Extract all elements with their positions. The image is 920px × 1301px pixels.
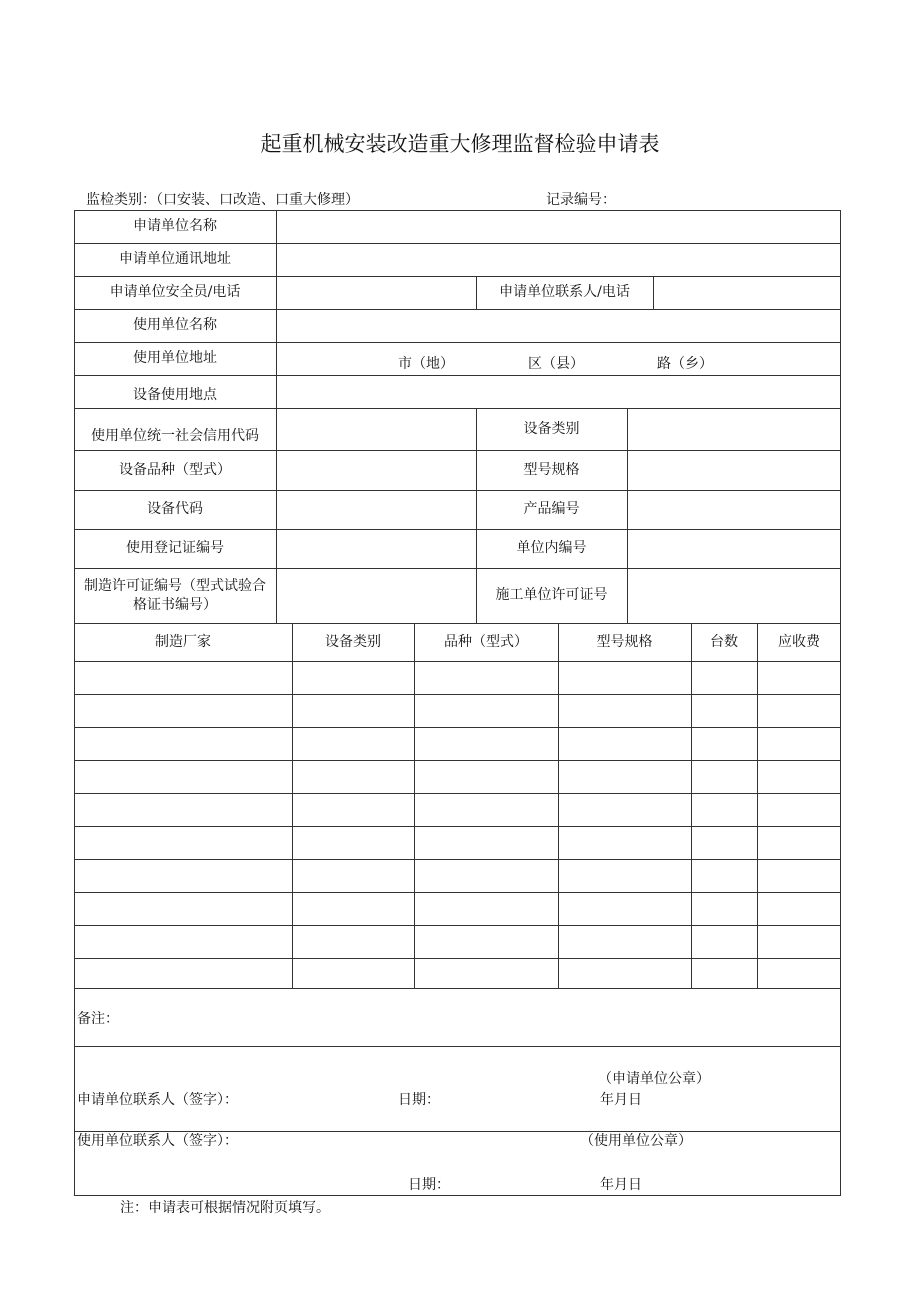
table-cell-manufacturer[interactable] bbox=[75, 794, 291, 825]
table-cell-quantity[interactable] bbox=[692, 728, 756, 759]
equipment-variety-field[interactable] bbox=[277, 451, 476, 490]
table-cell-variety[interactable] bbox=[415, 860, 557, 891]
equipment-code-field[interactable] bbox=[277, 491, 476, 529]
address-district-label: 区（县） bbox=[528, 356, 584, 372]
address-city-label: 市（地） bbox=[398, 356, 454, 372]
table-cell-quantity[interactable] bbox=[692, 695, 756, 726]
manufacturing-license-field[interactable] bbox=[277, 569, 476, 623]
table-cell-model-spec[interactable] bbox=[559, 662, 690, 693]
equipment-code-label: 设备代码 bbox=[147, 501, 203, 517]
applicant-ymd-label: 年月日 bbox=[600, 1092, 642, 1108]
table-cell-equipment-category[interactable] bbox=[293, 728, 413, 759]
user-seal-label: （使用单位公章） bbox=[580, 1133, 692, 1149]
internal-number-field[interactable] bbox=[628, 530, 840, 568]
user-contact-sign-label: 使用单位联系人（签字）： bbox=[77, 1133, 238, 1149]
table-cell-equipment-category[interactable] bbox=[293, 926, 413, 957]
equipment-variety-label: 设备品种（型式） bbox=[119, 461, 231, 478]
user-name-field[interactable] bbox=[277, 310, 840, 342]
applicant-date-label: 日期： bbox=[398, 1092, 440, 1108]
applicant-seal-label: （申请单位公章） bbox=[598, 1071, 710, 1087]
table-cell-manufacturer[interactable] bbox=[75, 728, 291, 759]
table-cell-model-spec[interactable] bbox=[559, 827, 690, 858]
col-header-fee: 应收费 bbox=[778, 633, 820, 650]
record-number-label: 记录编号： bbox=[546, 192, 616, 208]
internal-number-label: 单位内编号 bbox=[516, 540, 587, 556]
table-cell-model-spec[interactable] bbox=[559, 695, 690, 726]
table-cell-manufacturer[interactable] bbox=[75, 695, 291, 726]
table-cell-model-spec[interactable] bbox=[559, 728, 690, 759]
table-cell-manufacturer[interactable] bbox=[75, 662, 291, 693]
inspection-category-label: 监检类别：（口安装、口改造、口重大修理） bbox=[86, 192, 359, 208]
applicant-contact-sign-label: 申请单位联系人（签字）： bbox=[77, 1092, 238, 1108]
registration-cert-label: 使用登记证编号 bbox=[126, 540, 224, 556]
table-cell-quantity[interactable] bbox=[692, 926, 756, 957]
equipment-location-field[interactable] bbox=[277, 376, 840, 408]
table-cell-equipment-category[interactable] bbox=[293, 794, 413, 825]
table-cell-equipment-category[interactable] bbox=[293, 662, 413, 693]
table-cell-model-spec[interactable] bbox=[559, 959, 690, 987]
table-cell-variety[interactable] bbox=[415, 728, 557, 759]
user-date-label: 日期： bbox=[408, 1177, 450, 1193]
table-cell-fee[interactable] bbox=[758, 827, 840, 858]
table-cell-variety[interactable] bbox=[415, 959, 557, 987]
table-cell-manufacturer[interactable] bbox=[75, 860, 291, 891]
table-cell-fee[interactable] bbox=[758, 893, 840, 924]
table-cell-equipment-category[interactable] bbox=[293, 695, 413, 726]
table-cell-model-spec[interactable] bbox=[559, 860, 690, 891]
table-cell-fee[interactable] bbox=[758, 662, 840, 693]
applicant-address-label: 申请单位通讯地址 bbox=[119, 251, 231, 267]
user-ymd-label: 年月日 bbox=[600, 1177, 642, 1193]
applicant-safety-officer-label: 申请单位安全员/电话 bbox=[109, 284, 241, 300]
table-cell-equipment-category[interactable] bbox=[293, 761, 413, 792]
table-cell-manufacturer[interactable] bbox=[75, 926, 291, 957]
table-cell-quantity[interactable] bbox=[692, 662, 756, 693]
table-cell-model-spec[interactable] bbox=[559, 926, 690, 957]
form-title: 起重机械安装改造重大修理监督检验申请表 bbox=[260, 132, 660, 156]
table-cell-manufacturer[interactable] bbox=[75, 959, 291, 987]
col-header-equipment-category: 设备类别 bbox=[325, 633, 381, 650]
construction-license-label: 施工单位许可证号 bbox=[495, 587, 608, 603]
table-cell-quantity[interactable] bbox=[692, 893, 756, 924]
address-road-label: 路（乡） bbox=[657, 356, 713, 372]
user-address-label: 使用单位地址 bbox=[133, 350, 217, 366]
table-cell-quantity[interactable] bbox=[692, 761, 756, 792]
table-cell-fee[interactable] bbox=[758, 761, 840, 792]
applicant-name-label: 申请单位名称 bbox=[133, 218, 217, 234]
col-header-model-spec: 型号规格 bbox=[596, 633, 653, 650]
table-cell-manufacturer[interactable] bbox=[75, 761, 291, 792]
table-cell-variety[interactable] bbox=[415, 794, 557, 825]
table-cell-variety[interactable] bbox=[415, 926, 557, 957]
table-cell-equipment-category[interactable] bbox=[293, 959, 413, 987]
table-cell-fee[interactable] bbox=[758, 695, 840, 726]
col-header-variety: 品种（型式） bbox=[444, 633, 528, 650]
user-credit-code-label: 使用单位统一社会信用代码 bbox=[91, 427, 259, 444]
table-cell-equipment-category[interactable] bbox=[293, 827, 413, 858]
product-number-label: 产品编号 bbox=[523, 501, 580, 517]
manufacturing-license-label: 制造许可证编号（型式试验合格证书编号） bbox=[84, 577, 266, 613]
model-spec-field[interactable] bbox=[628, 451, 840, 490]
table-cell-variety[interactable] bbox=[415, 662, 557, 693]
applicant-name-field[interactable] bbox=[277, 211, 840, 243]
registration-cert-field[interactable] bbox=[277, 530, 476, 568]
user-credit-code-field[interactable] bbox=[277, 409, 476, 450]
col-header-manufacturer: 制造厂家 bbox=[155, 633, 211, 650]
equipment-category-field[interactable] bbox=[628, 409, 840, 450]
table-cell-fee[interactable] bbox=[758, 728, 840, 759]
col-header-quantity: 台数 bbox=[710, 633, 738, 650]
table-cell-fee[interactable] bbox=[758, 959, 840, 987]
applicant-safety-officer-field[interactable] bbox=[277, 277, 476, 309]
table-cell-fee[interactable] bbox=[758, 860, 840, 891]
table-cell-quantity[interactable] bbox=[692, 794, 756, 825]
construction-license-field[interactable] bbox=[628, 569, 840, 623]
table-cell-manufacturer[interactable] bbox=[75, 827, 291, 858]
applicant-contact-field[interactable] bbox=[654, 277, 840, 309]
table-cell-equipment-category[interactable] bbox=[293, 860, 413, 891]
user-name-label: 使用单位名称 bbox=[133, 317, 217, 333]
table-cell-model-spec[interactable] bbox=[559, 794, 690, 825]
equipment-location-label: 设备使用地点 bbox=[133, 387, 217, 403]
table-cell-variety[interactable] bbox=[415, 695, 557, 726]
table-cell-fee[interactable] bbox=[758, 926, 840, 957]
footnote: 注：申请表可根据情况附页填写。 bbox=[120, 1200, 330, 1216]
product-number-field[interactable] bbox=[628, 491, 840, 529]
table-cell-model-spec[interactable] bbox=[559, 761, 690, 792]
table-cell-variety[interactable] bbox=[415, 761, 557, 792]
model-spec-label: 型号规格 bbox=[523, 461, 580, 478]
remarks-label: 备注： bbox=[77, 1011, 119, 1027]
table-cell-equipment-category[interactable] bbox=[293, 893, 413, 924]
table-cell-variety[interactable] bbox=[415, 827, 557, 858]
table-cell-fee[interactable] bbox=[758, 794, 840, 825]
applicant-contact-label: 申请单位联系人/电话 bbox=[499, 284, 630, 300]
applicant-address-field[interactable] bbox=[277, 244, 840, 276]
equipment-category-label: 设备类别 bbox=[523, 420, 580, 437]
table-cell-manufacturer[interactable] bbox=[75, 893, 291, 924]
table-cell-quantity[interactable] bbox=[692, 959, 756, 987]
table-cell-variety[interactable] bbox=[415, 893, 557, 924]
table-cell-model-spec[interactable] bbox=[559, 893, 690, 924]
remarks-field[interactable] bbox=[75, 989, 840, 1045]
table-cell-quantity[interactable] bbox=[692, 860, 756, 891]
table-cell-quantity[interactable] bbox=[692, 827, 756, 858]
